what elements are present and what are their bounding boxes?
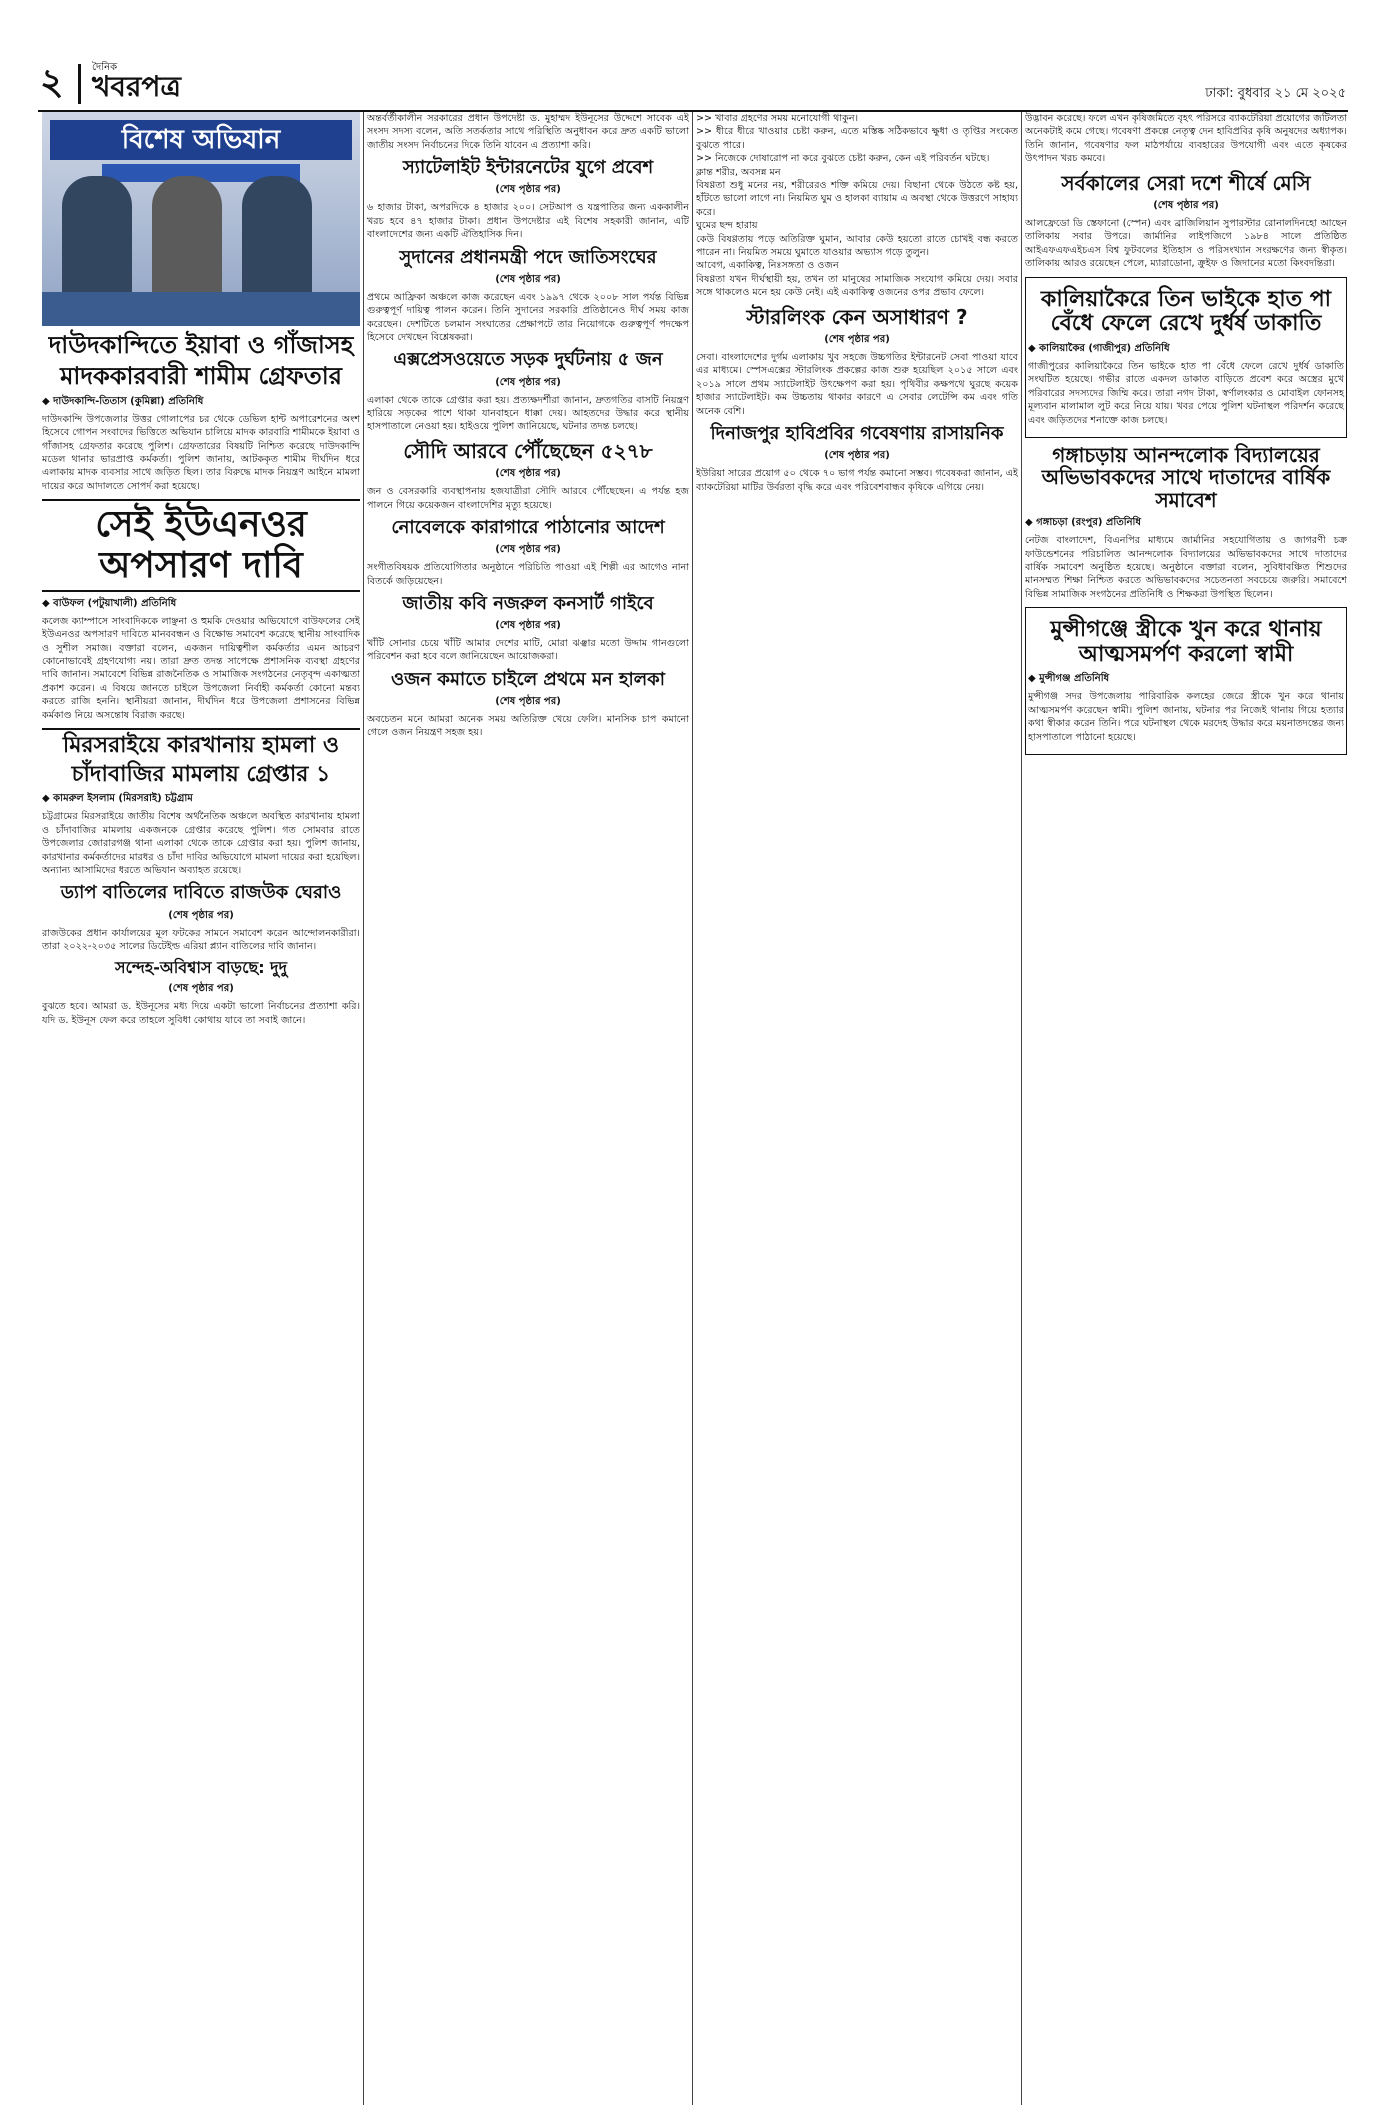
headline: কালিয়াকৈরে তিন ভাইকে হাত পা বেঁধে ফেলে রেখে দুর্ধর্ষ ডাকাতি: [1040, 286, 1332, 337]
article-body: চট্টগ্রামের মিরসরাইয়ে জাতীয় বিশেষ অর্থনৈতিক অঞ্চলে অবস্থিত কারখানায় হামলা ও চাঁদাবাজির মামলায় একজনকে গ্রেপ্তার করেছে পুলিশ। গত সোমবার রাতে উপজেলার জোরারগঞ্জ থানা এলাকা থেকে তাকে গ্রেপ্তার করা হয়। পুলিশ জানায়, কারখানার কর্মকর্তাদের মারধর ও চাঁদা দাবির অভিযোগে মামলা দায়ের করা হয়েছিল। অন্যান্য আসামিদের ধরতে অভিযান অব্যাহত রয়েছে।: [42, 811, 360, 876]
article-box: [1025, 607, 1347, 755]
byline: ◆ বাউফল (পটুয়াখালী) প্রতিনিধি: [42, 597, 177, 609]
headline: সন্দেহ-অবিশ্বাস বাড়ছে: দুদু: [114, 958, 287, 978]
byline: ◆ কামরুল ইসলাম (মিরসরাই) চট্টগ্রাম: [42, 793, 193, 805]
article-body: নেটজ বাংলাদেশ, বিএনপির মাধ্যমে জার্মানির সহযোগিতায় ও জাগরণী চক্র ফাউন্ডেশনের পরিচালিত আনন্দলোক বিদ্যালয়ের অভিভাবকদের সাথে দাতাদের বার্ষিক সমাবেশ অনুষ্ঠিত হয়েছে। অনুষ্ঠানে বক্তারা বলেন, সুবিধাবঞ্চিত শিশুদের মানসম্মত শিক্ষা নিশ্চিত করতে অভিভাবকদের সচেতনতা সবচেয়ে জরুরি। সমাবেশে বিভিন্ন সামাজিক সংগঠনের প্রতিনিধি ও শিক্ষকরা উপস্থিত ছিলেন।: [1025, 535, 1347, 600]
masthead-small-label: দৈনিক: [92, 62, 118, 73]
continuation-note: (শেষ পৃষ্ঠার পর): [1153, 200, 1219, 212]
headline: সর্বকালের সেরা দশে শীর্ষে মেসি: [1061, 170, 1311, 195]
continuation-note: (শেষ পৃষ্ঠার পর): [495, 544, 561, 556]
column-2: [367, 112, 689, 2105]
continuation-note: (শেষ পৃষ্ঠার পর): [168, 909, 234, 921]
headline: মাদককারবারী শামীম গ্রেফতার: [60, 361, 342, 390]
continuation-note: (শেষ পৃষ্ঠার পর): [495, 620, 561, 632]
masthead-divider: [78, 64, 81, 104]
article-body: বুঝতে হবে। আমরা ড. ইউনূসের মধ্য দিয়ে একটা ভালো নির্বাচনের প্রত্যাশা করি। যদি ড. ইউনূস ফেল করে তাহলে সুবিধা কোথায় যাবে তা সবাই জানে।: [42, 1001, 360, 1026]
headline: সৌদি আরবে পৌঁছেছেন ৫২৭৮: [403, 438, 653, 463]
continuation-note: (শেষ পৃষ্ঠার পর): [495, 376, 561, 388]
continuation-note: (শেষ পৃষ্ঠার পর): [824, 450, 890, 462]
article-body: ইউরিয়া সারের প্রয়োগ ৫০ থেকে ৭০ ভাগ পর্যন্ত কমানো সম্ভব। গবেষকরা জানান, এই ব্যাকটেরিয়া মাটির উর্বরতা বৃদ্ধি করে এবং পরিবেশবান্ধব কৃষিকে এগিয়ে নেয়।: [696, 468, 1018, 493]
continuation-note: (শেষ পৃষ্ঠার পর): [495, 468, 561, 480]
byline: ◆ মুন্সীগঞ্জ প্রতিনিধি: [1028, 673, 1110, 685]
byline: ◆ দাউদকান্দি-তিতাস (কুমিল্লা) প্রতিনিধি: [42, 395, 204, 407]
column-rule: [692, 112, 693, 2105]
continuation-note: (শেষ পৃষ্ঠার পর): [168, 983, 234, 995]
headline: স্যাটেলাইট ইন্টারনেটের যুগে প্রবেশ: [402, 157, 654, 179]
article-body: সেবা। বাংলাদেশের দুর্গম এলাকায় খুব সহজে উচ্চগতির ইন্টারনেট সেবা পাওয়া যাবে এর মাধ্যমে। স্পেসএক্সের স্টারলিংক প্রকল্পের কাজ শুরু হয়েছিল ২০১৫ সালে এবং ২০১৯ সালে প্রথম স্যাটেলাইট উৎক্ষেপণ করা হয়। পৃথিবীর কক্ষপথে ঘুরছে কয়েক হাজার স্যাটেলাইট। কম উচ্চতায় থাকার কারণে এ সেবার লেটেন্সি কম এবং গতি অনেক বেশি।: [696, 352, 1018, 417]
news-photo: [42, 112, 360, 326]
article-body: >> খাবার গ্রহণের সময় মনোযোগী থাকুন। >> ধীরে ধীরে খাওয়ার চেষ্টা করুন, এতে মস্তিষ্ক সঠিকভাবে ক্ষুধা ও তৃপ্তির সংকেত বুঝতে পারে। >> নিজেকে দোষারোপ না করে বুঝতে চেষ্টা করুন, কেন এই পরিবর্তন ঘটছে। ক্লান্ত শরীর, অবসন্ন মন বিষণ্ণতা শুধু মনের নয়, শরীরেরও শক্তি কমিয়ে দেয়। বিছানা থেকে উঠতে কষ্ট হয়, হাঁটতে ভালো লাগে না। নিয়মিত ঘুম ও হালকা ব্যায়াম এ অবস্থা থেকে উত্তরণে সাহায্য করে। ঘুমের ছন্দ হারায় কেউ বিষণ্ণতায় পড়ে অতিরিক্ত ঘুমান, আবার কেউ হয়তো রাতে চোখই বন্ধ করতে পারেন না। নিয়মিত সময়ে ঘুমাতে যাওয়ার অভ্যাস গড়ে তুলুন। আবেগ, একাকিত্ব, নিঃসঙ্গতা ও ওজন বিষণ্ণতা যখন দীর্ঘস্থায়ী হয়, তখন তা মানুষের সামাজিক সংযোগ কমিয়ে দেয়। সবার সঙ্গে থাকলেও মনে হয় কেউ নেই। এই একাকিত্ব ওজনের ওপর প্রভাব ফেলে।: [696, 113, 1018, 299]
byline: ◆ গঙ্গাচড়া (রংপুর) প্রতিনিধি: [1025, 517, 1142, 529]
headline: নোবেলকে কারাগারে পাঠানোর আদেশ: [391, 516, 665, 538]
masthead-bar: [38, 58, 1348, 112]
article-body: উদ্ভাবন করেছে। ফলে এখন কৃষিজমিতে বৃহৎ পরিসরে ব্যাকটেরিয়া প্রয়োগের জটিলতা অনেকটাই কমে গেছে। গবেষণা প্রকল্পে নেতৃত্ব দেন হাবিপ্রবির কৃষি অনুষদের অধ্যাপক। তিনি জানান, গবেষণার ফল মাঠপর্যায়ে ব্যবহারের উপযোগী এবং এতে কৃষকের উৎপাদন খরচ কমবে।: [1025, 113, 1347, 165]
article-body: এলাকা থেকে তাকে গ্রেপ্তার করা হয়। প্রত্যক্ষদর্শীরা জানান, দ্রুতগতির বাসটি নিয়ন্ত্রণ হারিয়ে সড়কের পাশে থাকা যানবাহনে ধাক্কা দেয়। আহতদের উদ্ধার করে স্থানীয় হাসপাতালে নেওয়া হয়। হাইওয়ে পুলিশ জানিয়েছে, ঘটনার তদন্ত চলছে।: [367, 394, 689, 433]
article-body: দাউদকান্দি উপজেলার উত্তর গোলাপের চর থেকে ডেভিল হান্ট অপারেশনের অংশ হিসেবে গোপন সংবাদের ভিত্তিতে অভিযান চালিয়ে মাদক কারবারি শামীমকে ইয়াবা ও গাঁজাসহ গ্রেফতার করেছে পুলিশ। গ্রেফতারের বিষয়টি নিশ্চিত করেছে দাউদকান্দি মডেল থানার ভারপ্রাপ্ত কর্মকর্তা। পুলিশ জানায়, আটককৃত শামীম দীর্ঘদিন ধরে এলাকায় মাদক ব্যবসার সাথে জড়িত ছিল। তার বিরুদ্ধে মাদক নিয়ন্ত্রণ আইনে মামলা দায়ের করে আদালতে সোপর্দ করা হয়েছে।: [42, 413, 360, 492]
column-3: [696, 112, 1018, 2105]
headline: দিনাজপুর হাবিপ্রবির গবেষণায় রাসায়নিক: [710, 423, 1004, 445]
headline: স্টারলিংক কেন অসাধারণ ?: [746, 304, 968, 329]
page-number: ২: [40, 62, 64, 103]
article-body: ৬ হাজার টাকা, অপরদিকে ৪ হাজার ২০০। সেটআপ ও যন্ত্রপাতির জন্য এককালীন খরচ হবে ৪৭ হাজার টাকা। প্রধান উপদেষ্টার এই বিশেষ সহকারী জানান, এটি বাংলাদেশের জন্য একটি ঐতিহাসিক দিন।: [367, 202, 689, 241]
article-body: খাঁটি সোনার চেয়ে খাঁটি আমার দেশের মাটি, মোরা ঝঞ্ঝার মতো উদ্দাম গানগুলো পরিবেশন করা হবে বলে জানিয়েছেন আয়োজকরা।: [367, 638, 689, 663]
column-1: [42, 112, 360, 2105]
byline: ◆ কালিয়াকৈর (গাজীপুর) প্রতিনিধি: [1028, 342, 1170, 354]
headline: ড্যাপ বাতিলের দাবিতে রাজউক ঘেরাও: [60, 882, 342, 904]
photo-table: [42, 292, 360, 326]
headline: এক্সপ্রেসওয়েতে সড়ক দুর্ঘটনায় ৫ জন: [393, 349, 663, 371]
headline: চাঁদাবাজির মামলায় গ্রেপ্তার ১: [71, 761, 331, 787]
article-body: মুন্সীগঞ্জ সদর উপজেলায় পারিবারিক কলহের জেরে স্ত্রীকে খুন করে থানায় আত্মসমর্পণ করেছেন স্বামী। পুলিশ জানায়, ঘটনার পর নিজেই থানায় গিয়ে হত্যার কথা স্বীকার করেন তিনি। পরে ঘটনাস্থল থেকে মরদেহ উদ্ধার করে ময়নাতদন্তের জন্য হাসপাতালে পাঠানো হয়েছে।: [1028, 691, 1344, 743]
continuation-note: (শেষ পৃষ্ঠার পর): [824, 334, 890, 346]
headline: সুদানের প্রধানমন্ত্রী পদে জাতিসংঘের: [399, 246, 657, 268]
headline: জাতীয় কবি নজরুল কনসার্ট গাইবে: [402, 592, 654, 614]
article-body: রাজউকের প্রধান কার্যালয়ের মূল ফটকের সামনে সমাবেশ করেন আন্দোলনকারীরা। তারা ২০২২-২০৩৫ সালের ডিটেইল্ড এরিয়া প্ল্যান বাতিলের দাবি জানান।: [42, 927, 360, 952]
headline: গঙ্গাচড়ায় আনন্দলোক বিদ্যালয়ের অভিভাবকদের সাথে দাতাদের বার্ষিক সমাবেশ: [1041, 442, 1331, 512]
headline: মিরসরাইয়ে কারখানায় হামলা ও: [42, 728, 360, 759]
article-body: প্রথমে আফ্রিকা অঞ্চলে কাজ করেছেন এবং ১৯৯৭ থেকে ২০০৮ সাল পর্যন্ত বিভিন্ন গুরুত্বপূর্ণ দায়িত্ব পালন করেন। তিনি সুদানের সরকারি প্রতিষ্ঠানেও দীর্ঘ সময় কাজ করেছেন। দেশটিতে চলমান সংঘাতের প্রেক্ষাপটে তার নিয়োগকে গুরুত্বপূর্ণ পদক্ষেপ হিসেবে দেখছেন বিশ্লেষকরা।: [367, 291, 689, 343]
continuation-note: (শেষ পৃষ্ঠার পর): [495, 184, 561, 196]
article-body: আলফ্রেডো ডি স্তেফানো (স্পেন) এবং ব্রাজিলিয়ান সুপারস্টার রোনালদিনহো আছেন তালিকায় সবার উপরে। জার্মানির লাইপজিগে ১৯৮৪ সালে প্রতিষ্ঠিত আইএফএফএইচএস বিশ্ব ফুটবলের ইতিহাস ও পরিসংখ্যান সংরক্ষণের জন্য স্বীকৃত। তালিকায় আরও রয়েছেন পেলে, ম্যারাডোনা, ক্রুইফ ও জিদানের মতো কিংবদন্তিরা।: [1025, 218, 1347, 270]
article-body: অবচেতন মনে আমরা অনেক সময় অতিরিক্ত খেয়ে ফেলি। মানসিক চাপ কমানো গেলে ওজন নিয়ন্ত্রণ সহজ হয়।: [367, 714, 689, 739]
article-body: কলেজ ক্যাম্পাসে সাংবাদিককে লাঞ্ছনা ও হুমকি দেওয়ার অভিযোগে বাউফলের সেই ইউএনওর অপসারণ দাবিতে মানববন্ধন ও বিক্ষোভ সমাবেশ করেছে স্থানীয় সাংবাদিক ও সুশীল সমাজ। বক্তারা বলেন, একজন দায়িত্বশীল কর্মকর্তার এমন আচরণ কোনোভাবেই গ্রহণযোগ্য নয়। তারা দ্রুত তদন্ত সাপেক্ষে প্রশাসনিক ব্যবস্থা গ্রহণের দাবি জানান। সমাবেশে বিভিন্ন রাজনৈতিক ও সামাজিক সংগঠনের নেতৃবৃন্দ একাত্মতা প্রকাশ করেন। এ বিষয়ে জানতে চাইলে উপজেলা নির্বাহী কর্মকর্তা কোনো মন্তব্য করতে রাজি হননি। স্থানীয়রা জানান, দীর্ঘদিন ধরে উপজেলা প্রশাসনের বিভিন্ন কর্মকাণ্ড নিয়ে অসন্তোষ বিরাজ করছে।: [42, 615, 360, 721]
masthead-title: খবরপত্র: [92, 70, 181, 103]
column-4: [1025, 112, 1347, 2105]
headline: মুন্সীগঞ্জে স্ত্রীকে খুন করে থানায় আত্মসমর্পণ করলো স্বামী: [1050, 617, 1322, 667]
article-box: [1025, 277, 1347, 438]
article-body: জন ও বেসরকারি ব্যবস্থাপনায় হজযাত্রীরা সৌদি আরবে পৌঁছেছেন। এ পর্যন্ত হজ পালনে গিয়ে কয়েকজন বাংলাদেশির মৃত্যু হয়েছে।: [367, 486, 689, 511]
continuation-note: (শেষ পৃষ্ঠার পর): [495, 696, 561, 708]
column-rule: [363, 112, 364, 2105]
column-rule: [1021, 112, 1022, 2105]
photo-banner: বিশেষ অভিযান: [50, 120, 352, 160]
continuation-note: (শেষ পৃষ্ঠার পর): [495, 273, 561, 285]
headline: দাউদকান্দিতে ইয়াবা ও গাঁজাসহ: [48, 331, 354, 359]
headline: সেই ইউএনওর অপসারণ দাবি: [42, 499, 360, 592]
article-body: অন্তর্বর্তীকালীন সরকারের প্রধান উপদেষ্টা ড. মুহাম্মদ ইউনূসের উদ্দেশে সাবেক এই সংসদ সদস্য বলেন, অতি সতর্কতার সাথে পরিস্থিতি অনুধাবন করে দ্রুত একটি ভালো জাতীয় সংসদ নির্বাচনের দিকে তিনি যাবেন এ প্রত্যাশা করি।: [367, 113, 689, 151]
article-body: সংগীতবিষয়ক প্রতিযোগিতার অনুষ্ঠানে পরিচিতি পাওয়া এই শিল্পী এর আগেও নানা বিতর্কে জড়িয়েছেন।: [367, 562, 689, 587]
issue-date: ঢাকা: বুধবার ২১ মে ২০২৫: [1205, 86, 1346, 101]
article-body: গাজীপুরের কালিয়াকৈরে তিন ভাইকে হাত পা বেঁধে ফেলে রেখে দুর্ধর্ষ ডাকাতি সংঘটিত হয়েছে। গভীর রাতে একদল ডাকাত বাড়িতে প্রবেশ করে অস্ত্রের মুখে পরিবারের সদস্যদের জিম্মি করে। তারা নগদ টাকা, স্বর্ণালংকার ও মোবাইল ফোনসহ মূল্যবান মালামাল লুট করে নিয়ে যায়। খবর পেয়ে পুলিশ ঘটনাস্থল পরিদর্শন করেছে এবং জড়িতদের শনাক্তে কাজ চলছে।: [1028, 360, 1344, 426]
headline: ওজন কমাতে চাইলে প্রথমে মন হালকা: [391, 668, 665, 690]
